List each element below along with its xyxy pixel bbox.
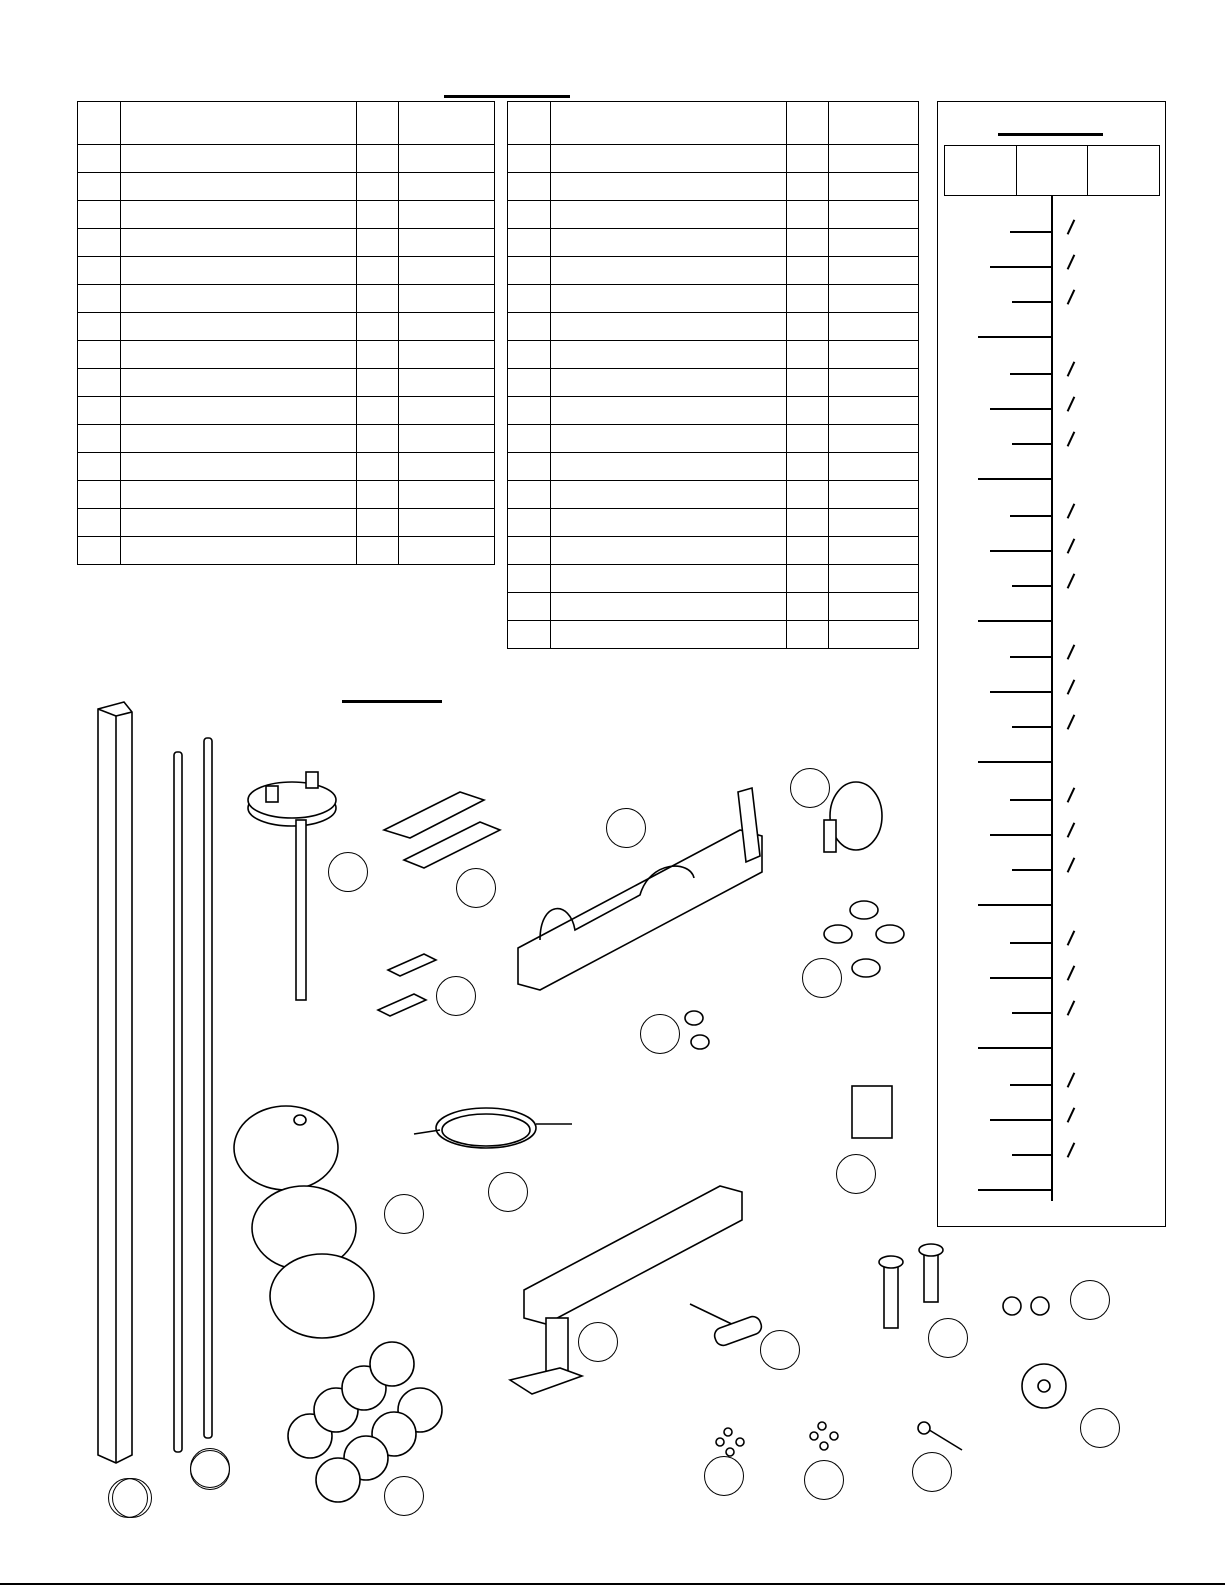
part-callout-circle [108, 1478, 148, 1518]
part-callout-circle [760, 1330, 800, 1370]
pulleys-drawing [288, 1342, 442, 1502]
part-callout-circle [1080, 1408, 1120, 1448]
part-callout-circle [704, 1456, 744, 1496]
part-callout-circle [190, 1448, 230, 1488]
part-callout-circle [912, 1452, 952, 1492]
pulley-block-drawing [824, 782, 882, 852]
part-callout-circle [488, 1172, 528, 1212]
part-callout-circle [606, 808, 646, 848]
guide-rods-drawing [174, 738, 212, 1452]
bushings-drawing [685, 1011, 709, 1049]
cable-coil-drawing [414, 1108, 572, 1148]
part-callout-circle [640, 1014, 680, 1054]
part-callout-circle [790, 768, 830, 808]
part-callout-circle [928, 1318, 968, 1358]
small-pulley-drawing [1022, 1364, 1066, 1408]
upright-post-drawing [98, 702, 132, 1463]
part-callout-circle [328, 852, 368, 892]
small-hardware-drawing [716, 1422, 962, 1456]
part-callout-circle [802, 958, 842, 998]
part-callout-circle [456, 868, 496, 908]
spools-drawing [879, 1244, 943, 1328]
lower-arm-drawing [510, 1186, 742, 1394]
part-callout-circle [804, 1460, 844, 1500]
part-callout-circle [384, 1476, 424, 1516]
selector-stem-drawing [248, 772, 336, 1000]
pulley-bracket-drawing [852, 1086, 892, 1138]
handle-drawing [690, 1304, 764, 1348]
part-callout-circle [578, 1322, 618, 1362]
part-callout-circle [384, 1194, 424, 1234]
weight-stack-drawing [234, 1106, 374, 1338]
nuts-drawing [1003, 1297, 1049, 1315]
part-callout-circle [1070, 1280, 1110, 1320]
part-callout-circle [836, 1154, 876, 1194]
part-callout-circle [436, 976, 476, 1016]
